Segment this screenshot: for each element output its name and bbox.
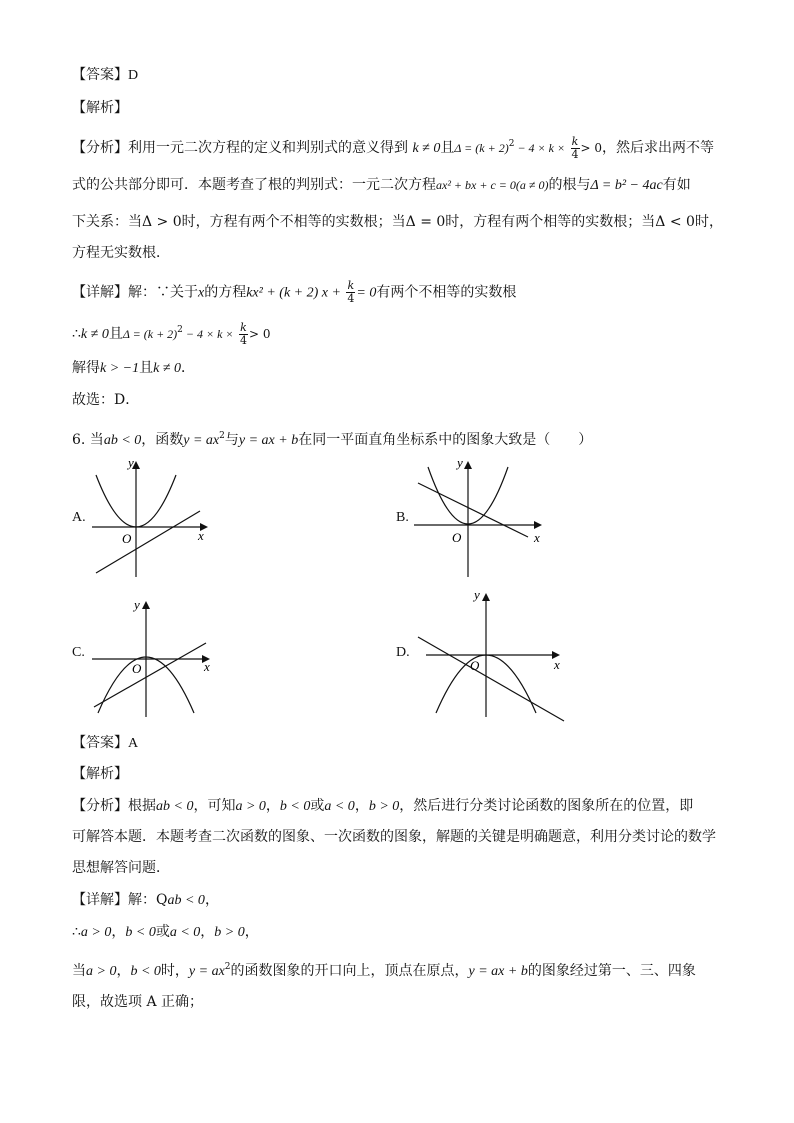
therefore: ∴ xyxy=(72,326,81,342)
math: Δ = (k + 2) xyxy=(454,141,509,155)
option-b-label[interactable]: B. xyxy=(396,510,409,525)
option-d-label[interactable]: D. xyxy=(396,645,410,660)
text: ． xyxy=(181,360,196,376)
q5-xiangjie-line-1 xyxy=(72,280,516,305)
math: k ≠ 0 xyxy=(80,327,109,342)
text: 式的公共部分即可．本题考查了根的判别式：一元二次方程 xyxy=(72,177,436,193)
text: ， xyxy=(244,924,259,940)
denominator: 4 xyxy=(571,147,579,161)
text: ，函数 xyxy=(141,432,184,448)
text: 根据 xyxy=(128,798,156,814)
q6-fenxi-line-2: 可解答本题．本题考查二次函数的图象、一次函数的图象，解题的关键是明确题意，利用分类讨论的数学 xyxy=(72,829,716,845)
q5-analysis-tag: 【解析】 xyxy=(72,100,128,116)
y-axis-arrow-icon xyxy=(482,593,490,601)
line xyxy=(418,637,564,721)
numerator: k xyxy=(347,279,355,292)
math: y = ax + b xyxy=(468,964,528,979)
math: k ≠ 0 xyxy=(153,361,182,376)
y-axis-arrow-icon xyxy=(464,461,472,469)
origin-label: O xyxy=(132,661,142,676)
text: 有两个不相等的实数根 xyxy=(376,284,517,301)
text: 当 xyxy=(72,963,86,979)
q6-answer-line xyxy=(72,733,138,754)
text: 且 xyxy=(108,326,123,342)
math: = 0 xyxy=(356,285,377,301)
origin-label: O xyxy=(122,531,132,546)
y-axis-label: y xyxy=(128,455,134,470)
xiangjie-tag: 【详解】 xyxy=(72,284,128,301)
origin-label: O xyxy=(452,530,462,545)
x-axis-label: x xyxy=(534,530,540,545)
numerator: k xyxy=(240,320,247,334)
fraction xyxy=(346,280,355,305)
text: ，然后进行分类讨论函数的图象所在的位置，即 xyxy=(399,798,694,814)
text: 且 xyxy=(440,140,455,156)
math: ab < 0 xyxy=(103,433,142,448)
text: ， xyxy=(200,924,215,940)
fraction xyxy=(239,322,248,347)
denominator: 4 xyxy=(239,333,247,347)
math: b < 0 xyxy=(279,799,311,814)
text: 且 xyxy=(139,360,154,376)
fenxi-tag: 【分析】 xyxy=(72,798,128,814)
math: ax² + bx + c = 0(a ≠ 0) xyxy=(436,178,549,192)
q5-xiangjie-line-2: ∴k ≠ 0且$\Delta = (k + 2)^2 - 4 \times k$ × $\frac{k}{4}$ > 0 xyxy=(72,320,271,347)
math: kx² + (k + 2) x + xyxy=(246,285,341,301)
denominator: 4 xyxy=(347,292,355,305)
math: y = ax + b xyxy=(238,433,299,448)
x-axis-label: x xyxy=(204,659,210,674)
question-number: 6. 当 xyxy=(72,432,104,448)
text: ，然后求出两不等 xyxy=(602,140,715,156)
line xyxy=(96,511,200,573)
math: ab < 0 xyxy=(167,893,205,908)
q6-xiangjie-line-2 xyxy=(72,922,259,943)
x-axis-arrow-icon xyxy=(534,521,542,529)
text: 或 xyxy=(310,798,325,814)
math: a < 0 xyxy=(324,799,355,814)
q6-fenxi-line-1 xyxy=(72,796,693,817)
option-a-graph[interactable] xyxy=(88,455,213,580)
origin-label: O xyxy=(470,658,480,673)
text: ，可知 xyxy=(193,798,236,814)
text: 的函数图象的开口向上，顶点在原点， xyxy=(230,963,469,979)
y-axis-label: y xyxy=(474,587,480,602)
option-c-label[interactable]: C. xyxy=(72,645,85,660)
option-b-graph[interactable] xyxy=(410,455,550,580)
option-a-label[interactable]: A. xyxy=(72,510,86,525)
math: > 0 xyxy=(248,327,271,341)
answer-value: D xyxy=(128,68,139,83)
text: 有如 xyxy=(662,177,691,193)
y-axis-arrow-icon xyxy=(142,601,150,609)
q5-fenxi-line-1: 【分析】利用一元二次方程的定义和判别式的意义得到 k ≠ 0且$\Delta = (k + 2)^2 - 4 \times k$ × $\frac{k}{4}$ > 0，然后求出两不等 xyxy=(72,134,715,161)
fenxi-tag: 【分析】 xyxy=(72,140,128,156)
math: k ≠ 0 xyxy=(412,141,441,156)
math: a > 0 xyxy=(80,925,112,940)
text: ， xyxy=(116,963,131,979)
q5-fenxi-line-4: 方程无实数根． xyxy=(72,245,170,261)
text: ， xyxy=(265,798,280,814)
math: a > 0 xyxy=(86,964,117,979)
text: ， xyxy=(354,798,369,814)
math: b < 0 xyxy=(125,925,156,940)
q6-fenxi-line-3: 思想解答问题． xyxy=(72,860,170,876)
line xyxy=(418,483,528,537)
math: ab < 0 xyxy=(156,799,194,814)
numerator: k xyxy=(571,134,579,148)
math: a > 0 xyxy=(235,799,266,814)
math: y = ax xyxy=(188,964,225,979)
text: 的根与 xyxy=(548,177,591,193)
text: ， xyxy=(111,924,126,940)
x-axis-label: x xyxy=(198,528,204,543)
math: b < 0 xyxy=(130,964,161,979)
answer-tag: 【答案】 xyxy=(72,735,128,751)
answer-value: A xyxy=(128,736,139,751)
text: 利用一元二次方程的定义和判别式的意义得到 xyxy=(128,140,408,156)
answer-tag: 【答案】 xyxy=(72,67,128,83)
math: a < 0 xyxy=(169,925,201,940)
fraction xyxy=(571,136,580,161)
text: ， xyxy=(204,892,219,908)
text: 解：Q xyxy=(128,892,168,908)
math: b > 0 xyxy=(214,925,245,940)
xiangjie-tag: 【详解】 xyxy=(72,892,128,908)
math: x xyxy=(198,285,205,301)
option-c-graph[interactable] xyxy=(88,595,218,720)
line xyxy=(94,643,206,707)
math: − 4 × k × xyxy=(182,327,234,341)
option-d-graph[interactable] xyxy=(414,585,574,725)
text: 或 xyxy=(155,924,170,940)
text: 解：∵关于 xyxy=(128,284,198,301)
q6-xiangjie-line-1 xyxy=(72,890,219,911)
text: 的方程 xyxy=(204,284,247,301)
q5-xiangjie-line-3 xyxy=(72,358,195,379)
text: 的图象经过第一、三、四象 xyxy=(527,963,696,979)
text: 解得 xyxy=(72,360,100,376)
q5-conclusion: 故选：D． xyxy=(72,392,140,408)
y-axis-label: y xyxy=(457,455,463,470)
q6-analysis-tag: 【解析】 xyxy=(72,766,128,782)
text: 与 xyxy=(224,432,239,448)
y-axis-label: y xyxy=(134,597,140,612)
q6-xiangjie-line-3: 当a > 0，b < 0时，$y = ax^2$的函数图象的开口向上，顶点在原点，y = ax + b的图象经过第一、三、四象 xyxy=(72,962,696,979)
q6-xiangjie-line-4: 限，故选项 A 正确； xyxy=(72,994,204,1010)
math: − 4 × k × xyxy=(514,141,566,155)
math: y = ax xyxy=(183,433,220,448)
math: k > −1 xyxy=(100,361,140,376)
q6-stem: 6. 当ab < 0，函数$y = ax^2$与y = ax + b在同一平面直角坐标系中的图象大致是（ ） xyxy=(72,431,593,448)
text: 在同一平面直角坐标系中的图象大致是（ ） xyxy=(298,432,593,448)
text: 时， xyxy=(160,963,189,979)
math: > 0 xyxy=(580,141,603,155)
q5-fenxi-line-3: 下关系：当Δ > 0时，方程有两个不相等的实数根；当Δ = 0时，方程有两个相等的实数根；当Δ < 0时， xyxy=(72,214,723,230)
math: Δ = b² − 4ac xyxy=(590,178,663,193)
math: Δ = (k + 2) xyxy=(122,327,178,341)
math: b > 0 xyxy=(368,799,400,814)
q5-answer-line xyxy=(72,65,138,86)
therefore: ∴ xyxy=(72,924,81,940)
q5-fenxi-line-2 xyxy=(72,175,691,196)
x-axis-label: x xyxy=(554,657,560,672)
